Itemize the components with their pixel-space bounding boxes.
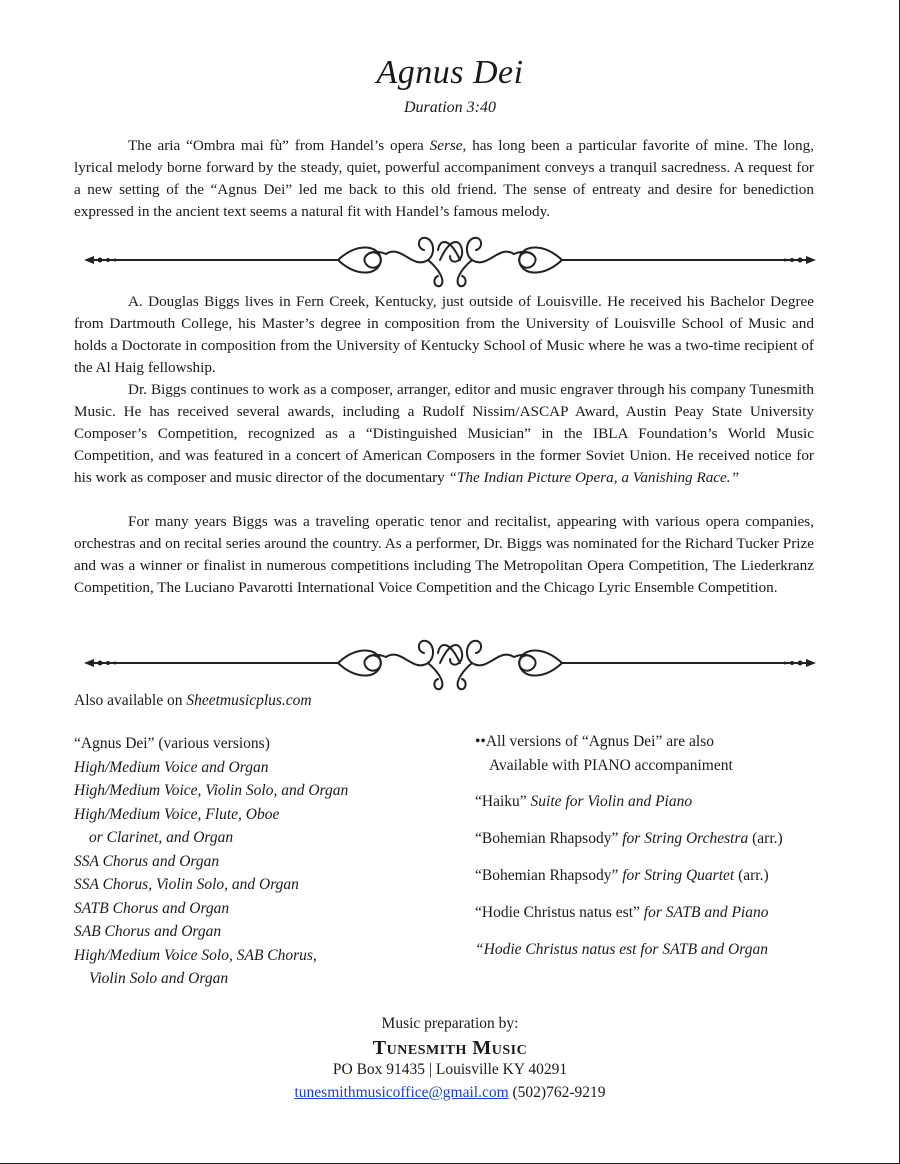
work-desc: for String Orchestra bbox=[622, 830, 749, 847]
work-title: “Hodie Christus natus est” bbox=[475, 904, 644, 921]
other-work-item bbox=[475, 790, 692, 814]
work-desc: “Hodie Christus natus est for SATB and Organ bbox=[475, 941, 768, 958]
publisher-name: Tunesmith Music bbox=[372, 1037, 528, 1059]
other-work-item bbox=[475, 901, 769, 925]
sheetmusicplus-link[interactable]: Sheetmusicplus.com bbox=[186, 692, 312, 709]
list-item: SSA Chorus and Organ bbox=[74, 852, 220, 870]
bio-paragraph-3: For many years Biggs was a traveling operatic tenor and recitalist, appearing with various opera companies, orchestras and on recital series around the country. As a performer, Dr. Biggs was nominated for the Richard Tucker Prize and was a winner or finalist in numerous competitions including The Metropolitan Opera Competition, The Liederkranz Competition, The Luciano Pavarotti International Voice Competition and the Chicago Lyric Ensemble Competition. bbox=[74, 513, 814, 596]
list-item: or Clarinet, and Organ bbox=[89, 829, 234, 846]
page-title: Agnus Dei bbox=[376, 54, 524, 91]
work-desc: for String Quartet bbox=[622, 867, 735, 884]
piano-note: ••All versions of “Agnus Dei” are also bbox=[475, 733, 714, 750]
opera-title: Serse bbox=[429, 137, 463, 154]
bio-paragraph-2-text: Dr. Biggs continues to work as a composer, arranger, editor and music engraver through his company Tunesmith Music. He has received several awards, including a Rudolf Nissim/ASCAP Award, Austin Peay State University Composer’s Competition, recognized as a “Distinguished Musician” in the IBLA Foundation’s World Music Competition, and was featured in a concert of American Composers in the former Soviet Union. He received notice for his work as composer and music director of the documentary bbox=[74, 381, 814, 486]
work-suffix: (arr.) bbox=[748, 830, 783, 847]
versions-heading: “Agnus Dei” (various versions) bbox=[74, 735, 270, 752]
bio-paragraph-2 bbox=[74, 379, 814, 489]
program-note-text-a: The aria “Ombra mai fù” from Handel’s opera bbox=[128, 137, 430, 154]
email-link[interactable]: tunesmithmusicoffice@gmail.com bbox=[294, 1084, 509, 1101]
program-note bbox=[74, 135, 814, 223]
work-title: “Haiku” bbox=[475, 793, 531, 810]
ornamental-divider-icon bbox=[80, 633, 820, 693]
documentary-title: “The Indian Picture Opera, a Vanishing Race.” bbox=[448, 469, 740, 486]
phone-number: (502)762-9219 bbox=[508, 1084, 606, 1101]
work-title: “Bohemian Rhapsody” bbox=[475, 867, 623, 884]
publisher-address: PO Box 91435 | Louisville KY 40291 bbox=[332, 1061, 568, 1078]
work-suffix: (arr.) bbox=[734, 867, 769, 884]
piano-note-line-2: Available with PIANO accompaniment bbox=[489, 756, 733, 774]
music-prep-label: Music preparation by: bbox=[381, 1015, 519, 1032]
other-work-item bbox=[475, 864, 769, 888]
program-note-text-b: , has long been a particular favorite of mine. The long, lyrical melody borne forward by the steady, quiet, powerful accompaniment conveys a tranquil sacredness. A request for a new setting of the “Agnus Dei” led me back to this old friend. The sense of entreaty and desire for benediction expressed in the ancient text seems a natural fit with Handel’s famous melody. bbox=[74, 137, 815, 220]
list-item: SATB Chorus and Organ bbox=[74, 899, 230, 917]
other-works-list bbox=[475, 730, 733, 777]
list-item: High/Medium Voice and Organ bbox=[74, 758, 269, 776]
other-work-item bbox=[475, 827, 783, 851]
list-item: High/Medium Voice Solo, SAB Chorus, bbox=[74, 946, 317, 964]
other-work-item bbox=[475, 938, 768, 962]
list-item: SAB Chorus and Organ bbox=[74, 923, 222, 940]
also-available-line bbox=[74, 692, 312, 710]
duration-label: Duration 3:40 bbox=[404, 99, 496, 116]
versions-list bbox=[74, 732, 348, 991]
list-item: High/Medium Voice, Violin Solo, and Organ bbox=[74, 782, 349, 799]
work-title: “Bohemian Rhapsody” bbox=[475, 830, 623, 847]
contact-line bbox=[0, 1084, 900, 1102]
bio-paragraph-1: A. Douglas Biggs lives in Fern Creek, Kentucky, just outside of Louisville. He received his Bachelor Degree from Dartmouth College, his Master’s degree in composition from the University of Louisville School of Music and holds a Doctorate in composition from the University of Kentucky School of Music where he was a two-time recipient of the Al Haig fellowship. bbox=[74, 293, 814, 376]
ornamental-divider-icon bbox=[80, 230, 820, 290]
work-desc: Suite for Violin and Piano bbox=[530, 793, 693, 810]
list-item: Violin Solo and Organ bbox=[89, 970, 229, 987]
list-item: High/Medium Voice, Flute, Oboe bbox=[74, 805, 280, 823]
list-item: SSA Chorus, Violin Solo, and Organ bbox=[74, 876, 299, 893]
also-available-label: Also available on bbox=[74, 692, 187, 709]
work-desc: for SATB and Piano bbox=[643, 904, 769, 921]
